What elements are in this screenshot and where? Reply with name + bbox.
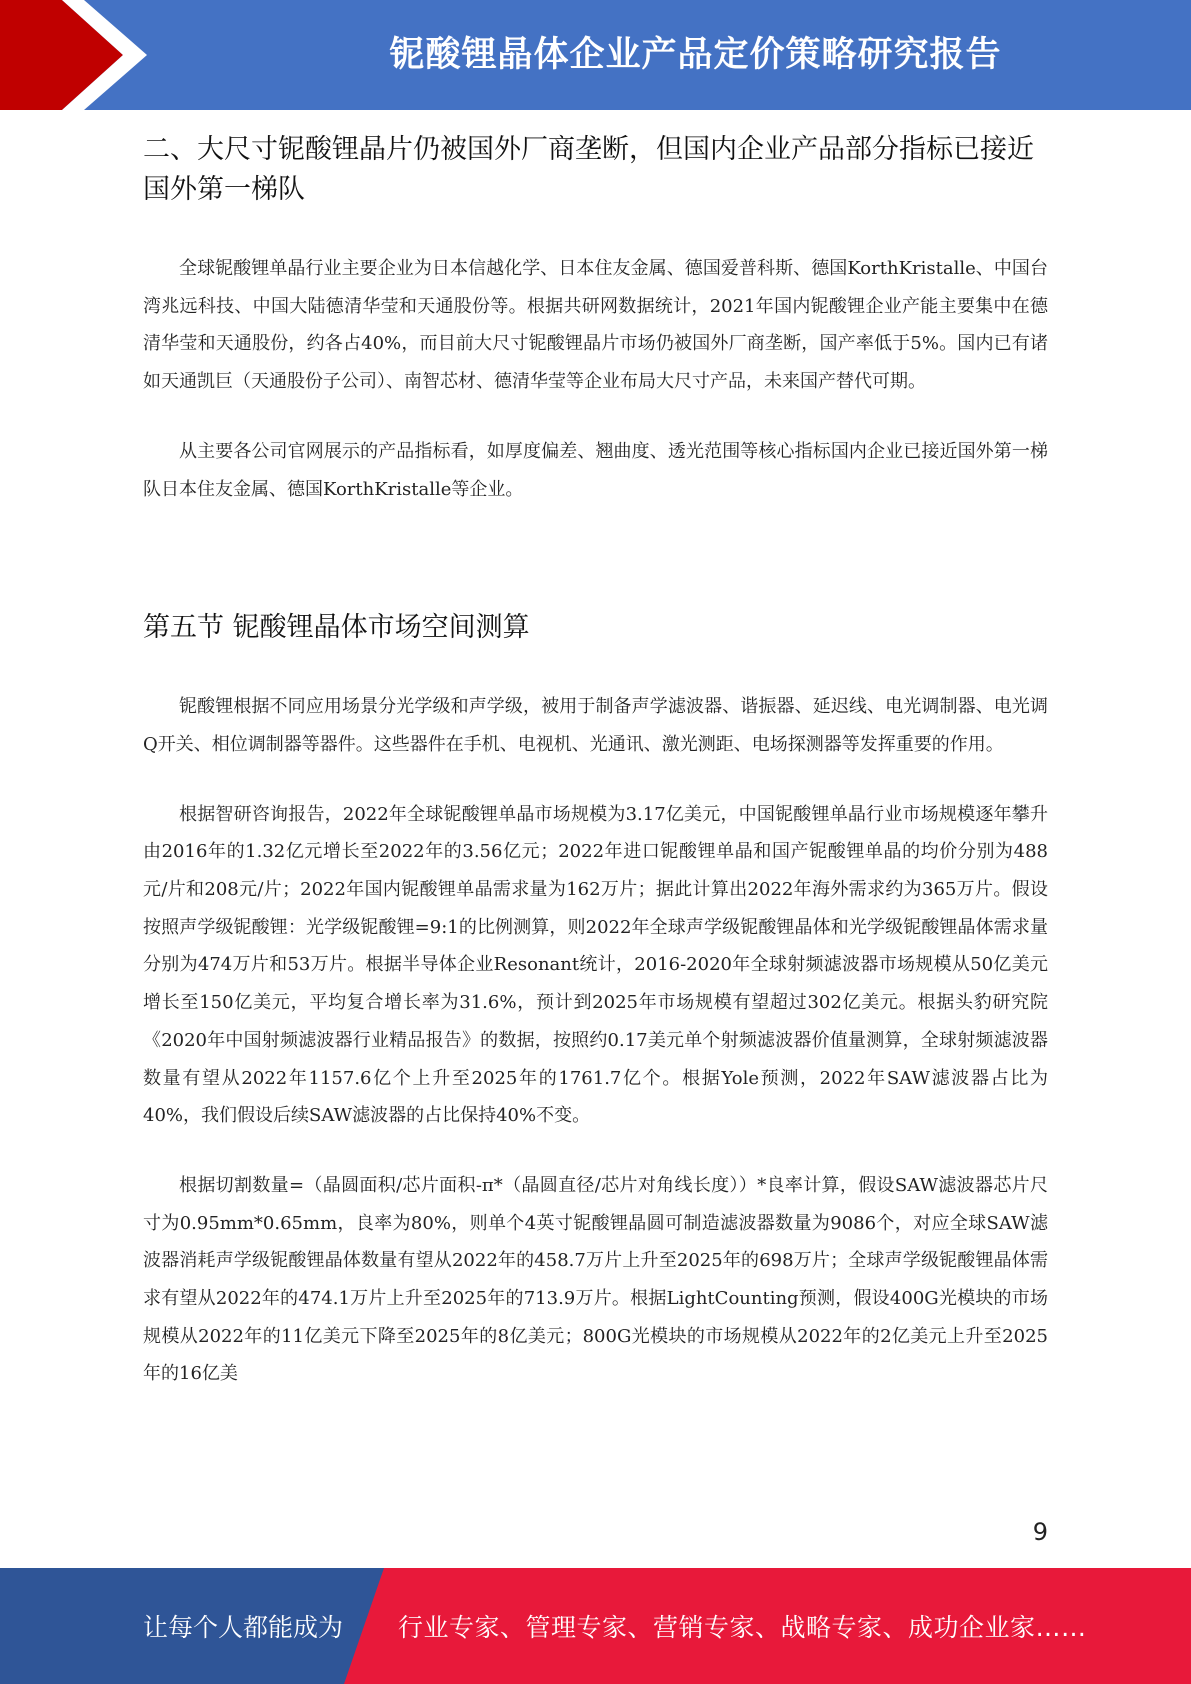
page-header xyxy=(0,0,1191,110)
header-arrow-shape xyxy=(0,0,200,110)
footer-slogan-right: 行业专家、管理专家、营销专家、战略专家、成功企业家…… xyxy=(398,1613,1087,1642)
page-footer xyxy=(0,1568,1191,1684)
subsection-heading: 二、大尺寸铌酸锂晶片仍被国外厂商垄断，但国内企业产品部分指标已接近国外第一梯队 xyxy=(143,134,1034,205)
paragraph: 全球铌酸锂单晶行业主要企业为日本信越化学、日本住友金属、德国爱普科斯、德国KorthKristalle、中国台湾兆远科技、中国大陆德清华莹和天通股份等。根据共研网数据统计，2021年国内铌酸锂企业产能主要集中在德清华莹和天通股份，约各占40%，而目前大尺寸铌酸锂晶片市场仍被国外厂商垄断，国产率低于5%。国内已有诸如天通凯巨（天通股份子公司）、南智芯材、德清华莹等企业布局大尺寸产品，未来国产替代可期。 xyxy=(143,258,1048,393)
main-content xyxy=(143,130,1048,1425)
page-number: 9 xyxy=(1032,1518,1048,1546)
paragraph: 根据切割数量=（晶圆面积/芯片面积-π*（晶圆直径/芯片对角线长度））*良率计算，假设SAW滤波器芯片尺寸为0.95mm*0.65mm，良率为80%，则单个4英寸铌酸锂晶圆可制造滤波器数量为9086个，对应全球SAW滤波器消耗声学级铌酸锂晶体数量有望从2022年的458.7万片上升至2025年的698万片；全球声学级铌酸锂晶体需求有望从2022年的474.1万片上升至2025年的713.9万片。根据LightCounting预测，假设400G光模块的市场规模从2022年的11亿美元下降至2025年的8亿美元；800G光模块的市场规模从2022年的2亿美元上升至2025年的16亿美 xyxy=(143,1174,1048,1385)
paragraph: 铌酸锂根据不同应用场景分光学级和声学级，被用于制备声学滤波器、谐振器、延迟线、电光调制器、电光调Q开关、相位调制器等器件。这些器件在手机、电视机、光通讯、激光测距、电场探测器等发挥重要的作用。 xyxy=(143,696,1048,755)
report-title: 铌酸锂晶体企业产品定价策略研究报告 xyxy=(389,35,1002,75)
paragraph: 根据智研咨询报告，2022年全球铌酸锂单晶市场规模为3.17亿美元，中国铌酸锂单晶行业市场规模逐年攀升由2016年的1.32亿元增长至2022年的3.56亿元；2022年进口铌酸锂单晶和国产铌酸锂单晶的均价分别为488元/片和208元/片；2022年国内铌酸锂单晶需求量为162万片；据此计算出2022年海外需求约为365万片。假设按照声学级铌酸锂：光学级铌酸锂=9:1的比例测算，则2022年全球声学级铌酸锂晶体和光学级铌酸锂晶体需求量分别为474万片和53万片。根据半导体企业Resonant统计，2016-2020年全球射频滤波器市场规模从50亿美元增长至150亿美元，平均复合增长率为31.6%，预计到2025年市场规模有望超过302亿美元。根据头豹研究院《2020年中国射频滤波器行业精品报告》的数据，按照约0.17美元单个射频滤波器价值量测算，全球射频滤波器数量有望从2022年1157.6亿个上升至2025年的1761.7亿个。根据Yole预测，2022年SAW滤波器占比为40%，我们假设后续SAW滤波器的占比保持40%不变。 xyxy=(143,803,1048,1127)
section-heading: 第五节 铌酸锂晶体市场空间测算 xyxy=(143,612,530,644)
footer-slogan-left: 让每个人都能成为 xyxy=(143,1613,344,1642)
paragraph: 从主要各公司官网展示的产品指标看，如厚度偏差、翘曲度、透光范围等核心指标国内企业已接近国外第一梯队日本住友金属、德国KorthKristalle等企业。 xyxy=(143,440,1048,500)
